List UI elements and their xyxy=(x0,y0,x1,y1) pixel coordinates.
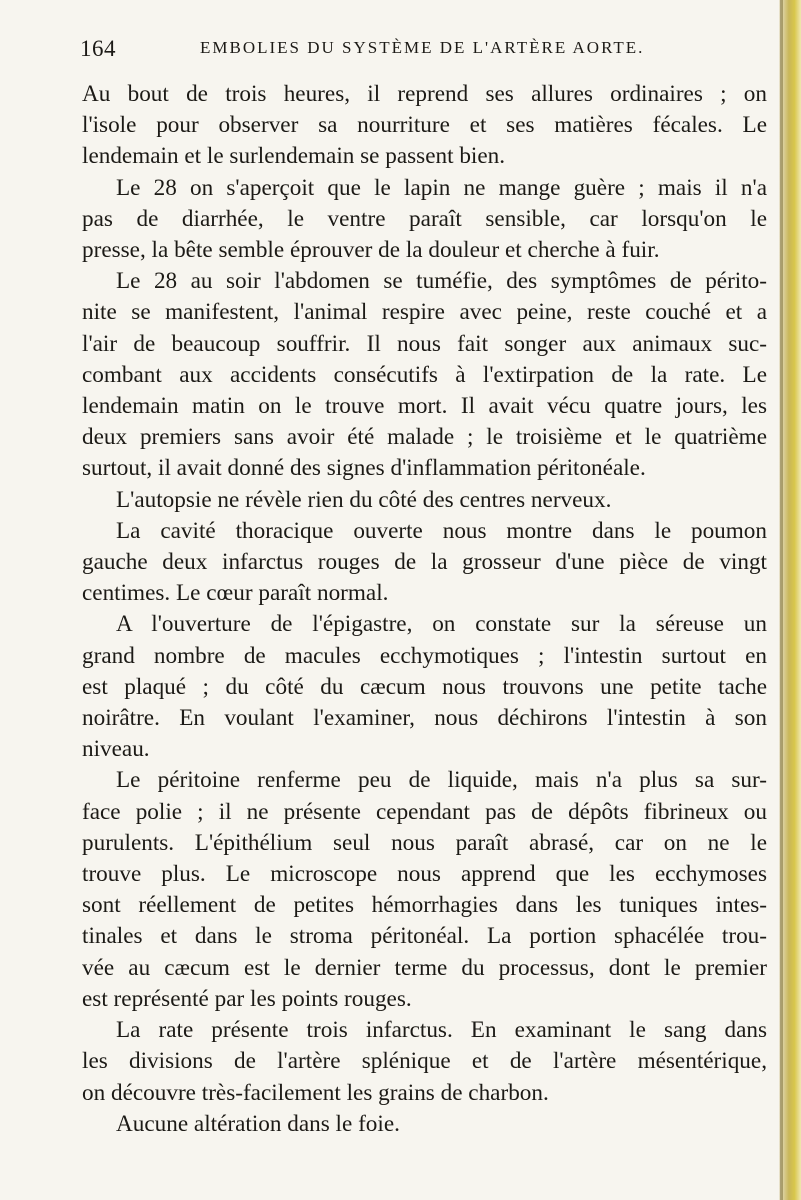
text-line: niveau. xyxy=(82,736,150,763)
text-line: Le 28 au soir l'abdomen se tuméfie, des symptômes de périto- xyxy=(116,268,767,295)
text-line: trouve plus. Le microscope nous apprend que les ecchymoses xyxy=(82,861,767,888)
text-line: on découvre très-facilement les grains de charbon. xyxy=(82,1079,549,1106)
text-line: Le péritoine renferme peu de liquide, mais n'a plus sa sur- xyxy=(116,767,767,794)
page-header xyxy=(80,36,730,66)
text-line: les divisions de l'artère splénique et de l'artère mésentérique, xyxy=(82,1048,767,1075)
text-line: Le 28 on s'aperçoit que le lapin ne mange guère ; mais il n'a xyxy=(116,174,767,201)
text-line: Au bout de trois heures, il reprend ses allures ordinaires ; on xyxy=(82,81,767,107)
text-line: noirâtre. En voulant l'examiner, nous déchirons l'intestin à son xyxy=(82,705,767,732)
text-line: face polie ; il ne présente cependant pas de dépôts fibrineux ou xyxy=(82,798,767,825)
running-title: EMBOLIES DU SYSTÈME DE L'ARTÈRE AORTE. xyxy=(200,38,645,57)
text-line: Aucune altération dans le foie. xyxy=(116,1110,400,1137)
page-number: 164 xyxy=(80,36,116,61)
text-line: vée au cæcum est le dernier terme du processus, dont le premier xyxy=(82,954,767,981)
page-edge-shadow xyxy=(780,0,783,1200)
text-line: est représenté par les points rouges. xyxy=(82,985,412,1012)
text-line: sont réellement de petites hémorrhagies dans les tuniques intes- xyxy=(82,892,767,919)
text-line: La rate présente trois infarctus. En examinant le sang dans xyxy=(116,1017,767,1044)
text-line: surtout, il avait donné des signes d'inflammation péritonéale. xyxy=(82,455,646,482)
text-line: purulents. L'épithélium seul nous paraît abrasé, car on ne le xyxy=(82,829,767,856)
text-line: lendemain matin on le trouve mort. Il avait vécu quatre jours, les xyxy=(82,393,767,420)
text-line: lendemain et le surlendemain se passent bien. xyxy=(82,143,506,170)
text-line: A l'ouverture de l'épigastre, on constate sur la séreuse un xyxy=(116,611,767,638)
text-line: grand nombre de macules ecchymotiques ; l'intestin surtout en xyxy=(82,642,767,669)
text-line: deux premiers sans avoir été malade ; le troisième et le quatrième xyxy=(82,424,767,451)
text-line: nite se manifestent, l'animal respire avec peine, reste couché et a xyxy=(82,299,767,326)
text-line: l'isole pour observer sa nourriture et ses matières fécales. Le xyxy=(82,112,767,139)
text-line: gauche deux infarctus rouges de la grosseur d'une pièce de vingt xyxy=(82,549,767,576)
text-line: tinales et dans le stroma péritonéal. La portion sphacélée trou- xyxy=(82,923,767,950)
text-line: est plaqué ; du côté du cæcum nous trouvons une petite tache xyxy=(82,673,767,700)
text-line: pas de diarrhée, le ventre paraît sensible, car lorsqu'on le xyxy=(82,205,767,232)
text-line: combant aux accidents consécutifs à l'extirpation de la rate. Le xyxy=(82,361,767,388)
text-line: centimes. Le cœur paraît normal. xyxy=(82,580,389,607)
text-line: presse, la bête semble éprouver de la douleur et cherche à fuir. xyxy=(82,237,660,264)
text-line: L'autopsie ne révèle rien du côté des centres nerveux. xyxy=(116,486,612,513)
text-line: l'air de beaucoup souffrir. Il nous fait songer aux animaux suc- xyxy=(82,330,767,357)
page-body-text xyxy=(82,79,767,1140)
text-line: La cavité thoracique ouverte nous montre dans le poumon xyxy=(116,517,767,544)
